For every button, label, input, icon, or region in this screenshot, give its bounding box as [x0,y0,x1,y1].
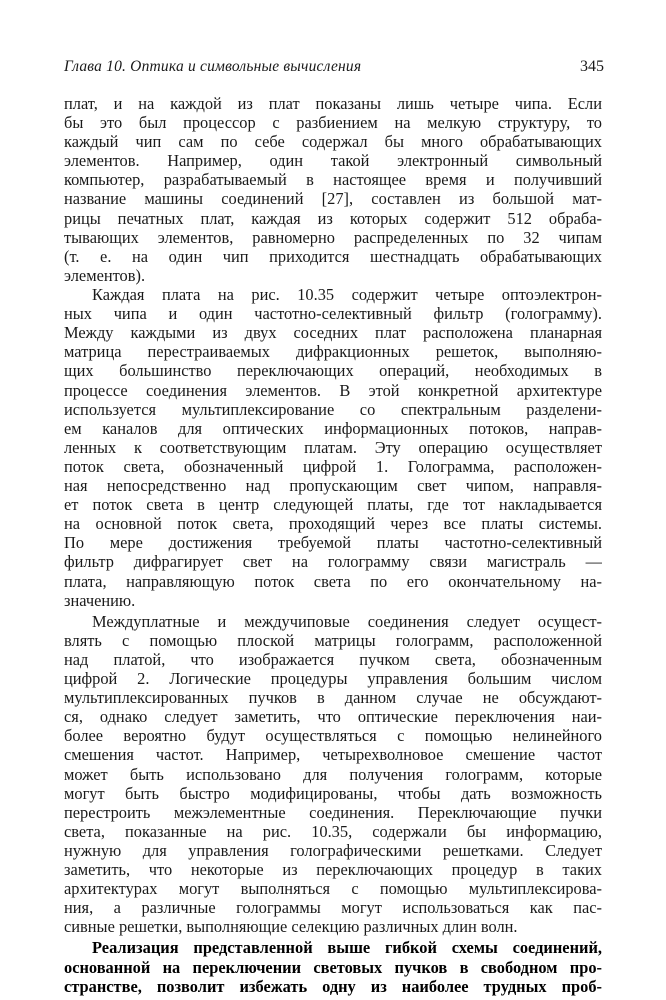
text-line: на основной поток света, проходящий через все платы системы. [64,514,602,533]
text-line: тывающих элементов, равномерно распределенных по 32 чипам [64,228,602,247]
text-line: название машины соединений [27], составлен из большой мат- [64,189,602,208]
text-line: ет поток света в центр следующей платы, где тот накладывается [64,495,602,514]
text-line: ленных к соответствующим платам. Эту операцию осуществляет [64,438,602,457]
chapter-title: Глава 10. Оптика и символьные вычисления [64,58,362,75]
text-line: света, показанные на рис. 10.35, содержали бы информацию, [64,822,602,841]
text-line: матрица перестраиваемых дифракционных решеток, выполняю- [64,342,602,361]
text-line: Реализация представленной выше гибкой схемы соединений, [92,938,602,957]
text-line: элементов). [64,266,146,285]
text-line: мультиплексированных пучков в данном случае не обсуждают- [64,688,602,707]
text-line: перестроить межэлементные соединения. Переключающие пучки [64,803,602,822]
text-line: основанной на переключении световых пучков в свободном про- [64,958,602,977]
text-line: цифрой 2. Логические процедуры управления большим числом [64,669,602,688]
text-line: элементов. Например, один такой электронный символьный [64,151,602,170]
text-line: более вероятно будут осуществляться с помощью нелинейного [64,726,602,745]
text-line: плата, направляющую поток света по его окончательному на- [64,572,602,591]
text-line: ся, однако следует заметить, что оптические переключения наи- [64,707,602,726]
text-line: бы это был процессор с разбиением на мелкую структуру, то [64,113,602,132]
text-line: щих большинство переключающих операций, необходимых в [64,361,602,380]
text-line: могут быть быстро модифицированы, чтобы дать возможность [64,784,602,803]
text-line: компьютер, разрабатываемый в настоящее время и получивший [64,170,602,189]
text-line: смешения частот. Например, четырехволновое смешение частот [64,745,602,764]
text-line: ния, а различные голограммы могут использоваться как пас- [64,898,602,917]
page-number: 345 [580,58,604,75]
running-header [64,58,604,84]
text-line: значению. [64,591,136,610]
text-line: Междуплатные и междучиповые соединения следует осущест- [92,612,602,631]
text-line: влять с помощью плоской матрицы голограмм, расположенной [64,631,602,650]
text-line: плат, и на каждой из плат показаны лишь четыре чипа. Если [64,94,602,113]
text-line: может быть использовано для получения голограмм, которые [64,765,602,784]
text-line: архитектурах могут выполняться с помощью мультиплексирова- [64,879,602,898]
text-line: процессе соединения элементов. В этой конкретной архитектуре [64,381,602,400]
text-line: каждый чип сам по себе содержал бы много обрабатывающих [64,132,602,151]
text-line: нужную для управления голографическими решетками. Следует [64,841,602,860]
text-line: используется мультиплексирование со спектральным разделени- [64,400,602,419]
text-line: рицы печатных плат, каждая из которых содержит 512 обраба- [64,209,602,228]
text-line: поток света, обозначенный цифрой 1. Голограмма, расположен- [64,457,602,476]
text-line: По мере достижения требуемой платы частотно-селективный [64,533,602,552]
text-line: странстве, позволит избежать одну из наиболее трудных проб- [64,977,602,996]
text-line: фильтр дифрагирует свет на голограмму связи магистраль — [64,552,602,571]
text-line: Каждая плата на рис. 10.35 содержит четыре оптоэлектрон- [92,285,602,304]
text-line: (т. е. на один чип приходится шестнадцать обрабатывающих [64,247,602,266]
text-line: Между каждыми из двух соседних плат расположена планарная [64,323,602,342]
text-line: ная непосредственно над пропускающим свет чипом, направля- [64,476,602,495]
text-line: ных чипа и один частотно-селективный фильтр (голограмму). [64,304,602,323]
text-line: над платой, что изображается пучком света, обозначенным [64,650,602,669]
text-line: ем каналов для оптических информационных потоков, направ- [64,419,602,438]
text-line: заметить, что некоторые из переключающих процедур в таких [64,860,602,879]
text-line: сивные решетки, выполняющие селекцию различных длин волн. [64,917,518,936]
